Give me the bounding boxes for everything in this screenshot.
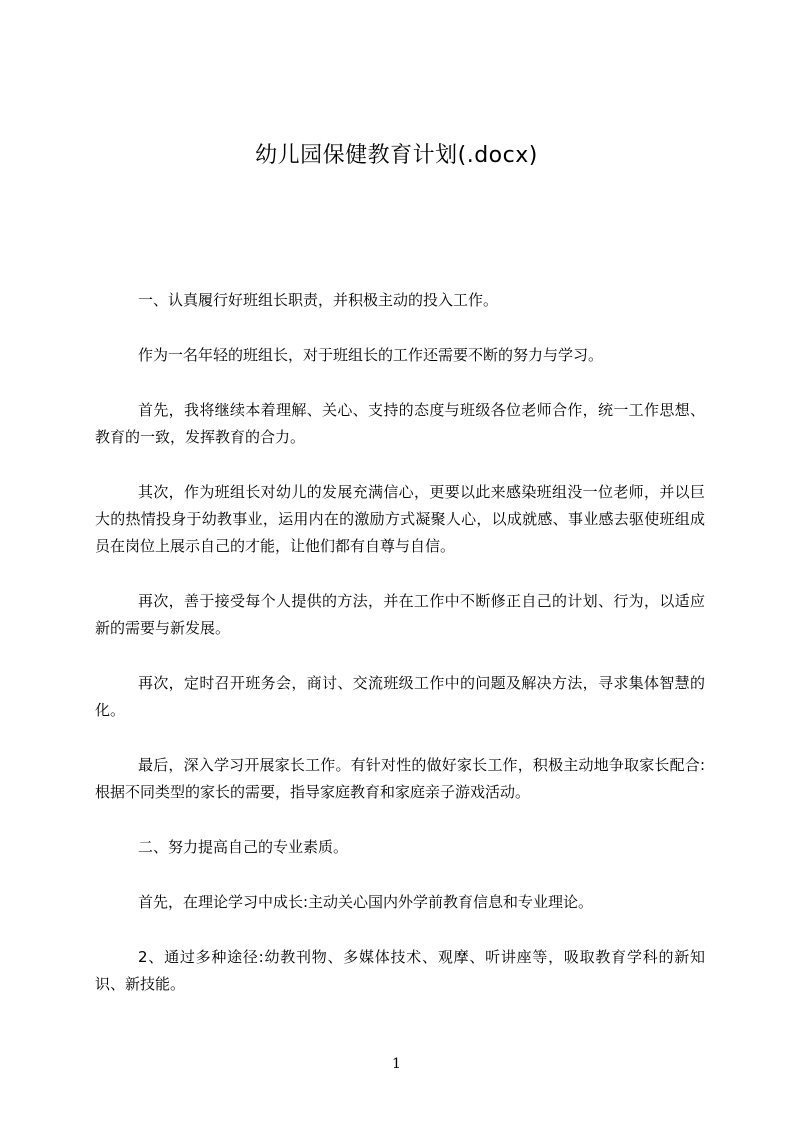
paragraph-8: 二、努力提高自己的专业素质。 [138,838,349,856]
paragraph-10: 2、通过多种途径:幼教刊物、多媒体技术、观摩、听讲座等，吸取教育学科的新知识、新技能。 [95,948,705,993]
paragraph-1: 一、认真履行好班组长职责，并积极主动的投入工作。 [138,291,499,309]
paragraph-6: 再次，定时召开班务会，商讨、交流班级工作中的问题及解决方法，寻求集体智慧的化。 [95,674,705,719]
paragraph-2: 作为一名年轻的班组长，对于班组长的工作还需要不断的努力与学习。 [138,346,604,364]
document-body [95,287,705,1026]
paragraph-9: 首先，在理论学习中成长:主动关心国内外学前教育信息和专业理论。 [138,893,594,911]
paragraph-7: 最后，深入学习开展家长工作。有针对性的做好家长工作，积极主动地争取家长配合:根据不同类型的家长的需要，指导家庭教育和家庭亲子游戏活动。 [95,756,705,801]
paragraph-4: 其次，作为班组长对幼儿的发展充满信心，更要以此来感染班组没一位老师，并以巨大的热情投身于幼教事业，运用内在的激励方式凝聚人心，以成就感、事业感去驱使班组成员在岗位上展示自己的才能，让他们都有自尊与自信。 [95,483,705,555]
paragraph-3: 首先，我将继续本着理解、关心、支持的态度与班级各位老师合作，统一工作思想、教育的一致，发挥教育的合力。 [95,401,705,446]
document-title: 幼儿园保健教育计划(.docx) [255,143,538,168]
page-number: 1 [392,1056,401,1072]
paragraph-5: 再次，善于接受每个人提供的方法，并在工作中不断修正自己的计划、行为，以适应新的需要与新发展。 [95,592,705,637]
